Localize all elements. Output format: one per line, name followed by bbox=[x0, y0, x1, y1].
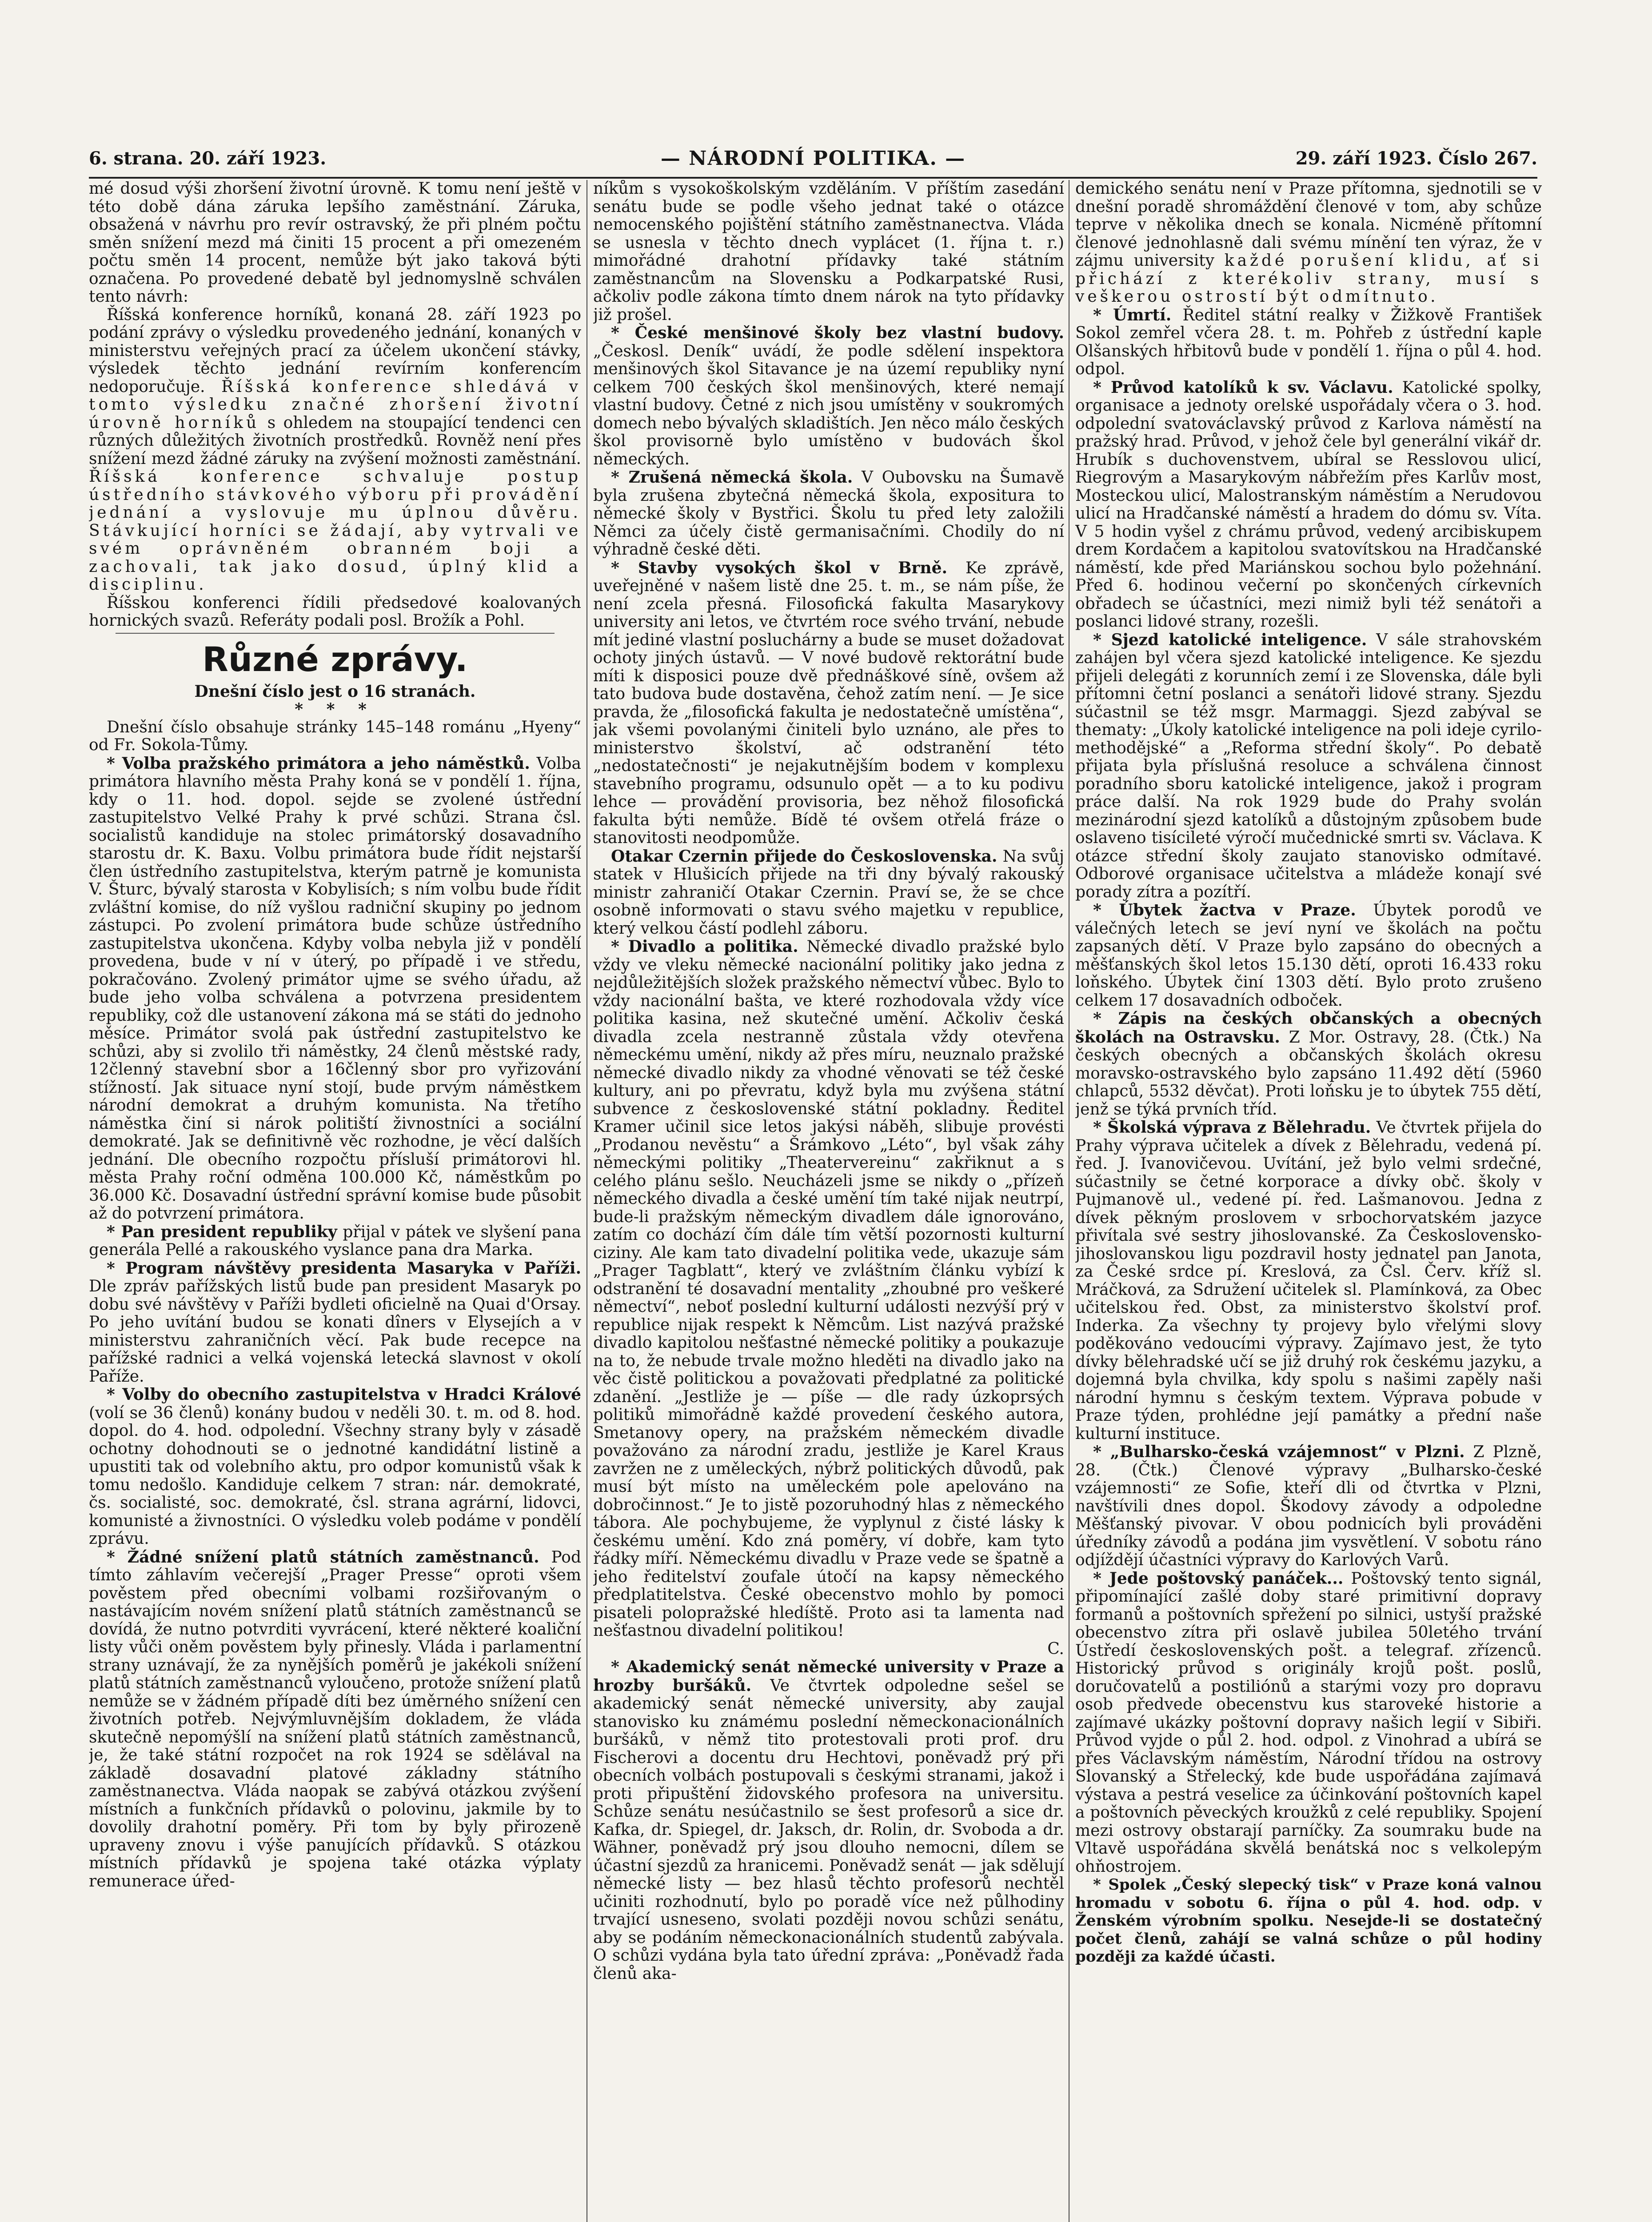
header-rule bbox=[89, 177, 1537, 179]
news-item: * Volba pražského primátora a jeho náměstků. Volba primátora hlavního města Prahy koná se v pondělí 1. října, kdy o 11. hod. dopol. sejde se zvolené ústřední zastupitelstvo Velké Prahy k prvé schůzi. Strana čsl. socialistů kandiduje na stolec primátorský dosavadního starostu dr. K. Baxu. Volbu primátora bude řídit nejstarší člen ústředního zastupitelstva, kterým patrně je komunista V. Šturc, bývalý starosta v Kobylisích; s ním volbu bude řídit zvláštní komise, do níž vyšlou radniční skupiny po jednom zástupci. Po zvolení primátora bude schůze ústředního zastupitelstva ukončena. Kdyby volba nebyla již v pondělí provedena, bude v ní v úterý, po případě i ve středu, pokračováno. Zvolený primátor ujme se svého úřadu, až bude jeho volba schválena a potvrzena presidentem republiky, což dle ustanovení zákona má se státi do jednoho měsíce. Primátor svolá pak ústřední zastupitelstvo ke schůzi, aby si zvolilo tři náměstky, 24 členů městské rady, 12členný stavební sbor a 16členný sbor pro vyřizování stížností. Jak situace nyní stojí, bude prvým náměstkem národní demokrat a druhým komunista. Na třetího náměstka činí si nárok politiští živnostníci a sociální demokraté. Jak se definitivně věc rozhodne, je věcí dalších jednání. Dle obecního rozpočtu přísluší primátorovi hl. města Prahy roční odměna 100.000 Kč, náměstkům po 36.000 Kč. Dosavadní ústřední správní komise bude působit až do potvrzení primátora. bbox=[89, 754, 581, 1223]
news-item: * „Bulharsko-česká vzájemnost“ v Plzni. Z Plzně, 28. (Čtk.) Členové výpravy „Bulharsko-české vzájemnosti“ ze Sofie, kteří dli od čtvrtka v Plzni, navštívili dnes dopol. Škodovy závody a odpoledne Měšťanský pivovar. V obou podnicích byli prováděni úředníky závodů a podána jim vysvětlení. V sobotu ráno odjíždějí účastníci výpravy do Karlových Varů. bbox=[1075, 1443, 1542, 1569]
news-item: * Stavby vysokých škol v Brně. Ke zprávě, uveřejněné v našem listě dne 25. t. m., se nám píše, že není zcela přesná. Filosofická fakulta Masarykovy university ani letos, ve čtvrtém roce svého trvání, nebude mít jediné vlastní posluchárny a bude se muset dožadovat ochoty jiných ústavů. — V nové budově rektorátní bude míti k disposici pouze dvě přednáškové síně, ovšem až tato budova bude dostavěna, čehož zatím není. — Je sice pravda, že „filosofická fakulta je nedostatečně umístěna“, jak všemi povolanými činiteli bylo uznáno, ale přes to ministerstvo školství, ač odstranění této „nedostatečnosti“ je nejakutnějším bodem v komplexu stavebního programu, odsunulo opět — a to ku podivu lehce — provádění provisoria, bez něhož filosofická fakulta býti nemůže. Bídě té ovšem otřelá fráze o stanovitosti neodpomůže. bbox=[593, 558, 1064, 847]
paragraph: Říšskou konferenci řídili předsedové koalovaných hornických svazů. Referáty podali posl. Brožík a Pohl. bbox=[89, 593, 581, 630]
news-item: * Úbytek žactva v Praze. Úbytek porodů ve válečných letech se jeví nyní ve školách na počtu zapsaných dětí. V Praze bylo zapsáno do obecných a měšťanských škol letos 15.130 dětí, oproti 16.433 roku loňského. Úbytek činí 1303 dětí. Bylo proto zrušeno celkem 17 dosavadních odboček. bbox=[1075, 901, 1542, 1010]
news-item: * Jede poštovský panáček... Poštovský tento signál, připomínající zašlé doby staré primitivní dopravy formanů a poštovních spřežení po silnici, ustyší pražské obecenstvo zítra při oslavě jubilea 50letého trvání Ústředí československých pošt. a telegraf. zřízenců. Historický průvod s originály krojů pošt. poslů, doručovatelů a postiliónů a starými vozy pro dopravu osob předvede obecenstvu kus staroveké historie a zajímavé ukázky poštovní dopravy našich legií v Sibiři. Průvod vyjde o půl 2. hod. odpol. z Vinohrad a ubírá se přes Václavským náměstím, Národní třídou na ostrovy Slovanský a Střelecký, kde bude uspořádána zajímavá výstava a pestrá veselice za účinkování poštovních kapel a poštovních pěveckých kroužků z celé republiky. Spojení mezi ostrovy obstarají parníčky. Za soumraku bude na Vltavě uspořádána skvělá benátská noc s velkolepým ohňostrojem. bbox=[1075, 1569, 1542, 1876]
news-item: * Průvod katolíků k sv. Václavu. Katolické spolky, organisace a jednoty orelské uspořádaly včera o 3. hod. odpolední svatováclavský průvod z Karlova náměstí na pražský hrad. Průvod, v jehož čele byl generální vikář dr. Hrubík s duchovenstvem, ubíral se Resslovou ulicí, Riegrovým a Masarykovým nábřežím přes Karlův most, Mosteckou ulicí, Malostranským náměstím a Nerudovou ulicí na Hradčanské náměstí a hradem do dómu sv. Víta. V 5 hodin vyšel z chrámu průvod, vedený arcibiskupem drem Kordačem a kapitolou svatovítskou na Hradčanské náměstí, kde před Mariánskou sochou bylo požehnání. Před 6. hodinou večerní po skončených církevních obřadech se účastníci, mezi nimiž byli též senátoři a poslanci lidové strany, rozešli. bbox=[1075, 378, 1542, 631]
issue-date: 29. září 1923. Číslo 267. bbox=[1295, 148, 1537, 169]
divider bbox=[116, 633, 555, 634]
news-item: * Zrušená německá škola. V Oubovsku na Šumavě byla zrušena zbytečná německá škola, expositura to německé školy v Bystřici. Školu tu před lety založili Němci za účely čistě germanisačními. Chodily do ní výhradně české děti. bbox=[593, 468, 1064, 559]
masthead bbox=[89, 143, 1537, 174]
column-1 bbox=[89, 180, 581, 2222]
paragraph: demického senátu není v Praze přítomna, sjednotili se v dnešní poradě shromáždění členové v tom, aby schůze teprve v několika dnech se konala. Nicméně přítomní členové jednohlasně dali svému mínění ten výraz, že v zájmu university každé porušení klidu, ať si přichází z kterékoliv strany, musí s veškerou ostrostí být odmítnuto. bbox=[1075, 180, 1542, 306]
news-item: * České menšinové školy bez vlastní budovy. „Českosl. Deník“ uvádí, že podle sdělení inspektora menšinových škol Sitavance je na území republiky nyní celkem 700 českých škol menšinových, které nemají vlastní budovy. Četné z nich jsou umístěny v soukromých domech nebo bývalých skladištích. Jen něco málo českých škol provisorně bylo umístěno v budovách škol německých. bbox=[593, 324, 1064, 468]
news-item: * Školská výprava z Bělehradu. Ve čtvrtek přijela do Prahy výprava učitelek a dívek z Bělehradu, vedená pí. řed. J. Ivanovičevou. Uvítání, jež bylo velmi srdečné, súčastnily se četné korporace a dívky obč. školy v Pujmanově ul., vedené pí. řed. Lašmanovou. Jedna z dívek pěkným proslovem v srbochorvatském jazyce přivítala své sestry jihoslovanské. Za Československo-jihoslovanskou ligu pozdravil hosty jednatel pan Janota, za České srdce pí. Kreslová, za Čsl. Červ. kříž sl. Mráčková, za Sdružení učitelek sl. Plamínková, za Obec učitelskou řed. Obst, za ministerstvo školství prof. Inderka. Za všechny ty projevy bylo vřelými slovy poděkováno vedoucími výpravy. Zajímavo jest, že tyto dívky bělehradské učí se již druhý rok českému jazyku, a dojemná byla chvilka, kdy spolu s našimi zapěly naši národní hymnu s českým textem. Výprava pobude v Praze týden, prohlédne její památky a přední naše kulturní instituce. bbox=[1075, 1118, 1542, 1443]
news-item: * Úmrtí. Ředitel státní realky v Žižkově František Sokol zemřel včera 28. t. m. Pohřeb z ústřední kaple Olšanských hřbitovů bude v pondělí 1. října o půl 4. hod. odpol. bbox=[1075, 305, 1542, 378]
novel-note: Dnešní číslo obsahuje stránky 145–148 románu „Hyeny“ od Fr. Sokola-Tůmy. bbox=[89, 718, 581, 754]
news-item: * Akademický senát německé university v Praze a hrozby buršáků. Ve čtvrtek odpoledne sešel se akademický senát německé university, aby zaujal stanovisko ku známému poslední německonacionálních buršáků, v němž tito protestovali proti prof. dru Fischerovi a docentu dru Hechtovi, poněvadž prý při obecních volbách postupovali s českými stranami, jakož i proti připuštění židovského profesora na universitu. Schůze senátu nesúčastnilo se šest profesorů a sice dr. Kafka, dr. Spiegel, dr. Jaksch, dr. Rolin, dr. Svoboda a dr. Wähner, poněvadž prý jsou dlouho nemocni, dílem se účastní sjezdů za hranicemi. Poněvadž senát — jak sdělují německé listy — bez hlasů těchto profesorů nechtěl učiniti rozhodnutí, bylo po poradě více než půlhodiny trvající usneseno, svolati později novou schůzi senátu, aby se podáním německonacionálních studentů zabývala. O schůzi vydána byla tato úřední zpráva: „Poněvadž řada členů aka- bbox=[593, 1658, 1064, 1983]
news-item: * Spolek „Český slepecký tisk“ v Praze koná valnou hromadu v sobotu 6. října o půl 4. hod. odp. v Ženském výrobním spolku. Nesejde-li se dostatečný počet členů, zahájí se valná schůze o půl hodiny později za každé účasti. bbox=[1075, 1876, 1542, 1966]
section-title: Různé zprávy. bbox=[202, 639, 468, 679]
author-signature: C. bbox=[1047, 1639, 1064, 1658]
news-item: * Divadlo a politika. Německé divadlo pražské bylo vždy ve vleku německé nacionální politiky jako jedna z nejdůležitějších složek pražského němectví vůbec. Bylo to vždy nacionální bašta, ve které rozhodovala vždy více politika kasina, než skutečné umění. Ačkoliv česká divadla zcela nestranně zůstala vždy otevřena německému umění, nikdy až přes míru, neuznalo pražské německé divadlo nikdy za vhodné věnovati se též české kultury, ani po převratu, když byla mu zvýšena státní subvence z československé státní pokladny. Ředitel Kramer učinil sice letos jakýsi náběh, slibuje provésti „Prodanou nevěstu“ a Šrámkovo „Léto“, byl však záhy německými politiky „Theatervereinu“ zakřiknut a s celého plánu sešlo. Neucházeli jsme se nikdy o „přízeň německého divadla a české umění tím také nijak neutrpí, bude-li pražským německým divadlem dále ignorováno, zatím co dochází čím dále tím větší pozornosti kulturní ciziny. Ale kam tato divadelní politika vede, ukazuje sám „Prager Tagblatt“, který ve zvláštním článku vybízí k odstranění té dosavadní mentality „zhoubné pro veškeré němectví“, neboť poslední kulturní události nezvýší prý v republice nijak respekt k Němcům. List nazývá pražské divadlo kapitolou nešťastné německé politiky a poukazuje na to, že nebude trvale možno hleděti na divadlo jako na věc čistě politickou a považovati předplatné za politické zdanění. „Jestliže je — píše — dle rady úzkoprsých politiků mimořádně každé provedení českého autora, Smetanovy opery, na pražském německém divadle považováno za národní zradu, jestliže je Karel Kraus zavržen ne z uměleckých, nýbrž politických důvodů, pak musí být místo na uměleckém pole apelováno na dobročinnost.“ Je to jistě pozoruhodný hlas z německého tábora. Ale pochybujeme, že vyplynul z čisté lásky k českému umění. Kdo zná poměry, ví dobře, kam tyto řádky míří. Německému divadlu v Praze vede se špatně a jeho ředitelství zoufale útočí na kapsy německého předplatitelstva. České obecenstvo mohlo by pomoci pisateli polopražské hledíště. Proto asi ta lamenta nad nešťastnou divadelní politikou! bbox=[593, 937, 1064, 1640]
issue-note: Dnešní číslo jest o 16 stranách. bbox=[194, 682, 476, 701]
news-item: * Volby do obecního zastupitelstva v Hradci Králové (volí se 36 členů) konány budou v neděli 30. t. m. od 8. hod. dopol. do 4. hod. odpolední. Všechny strany byly v zásadě ochotny dohodnouti se o jednotné kandidátní listině a upustiti tak od volebního aktu, pro odpor komunistů však k tomu nedošlo. Kandiduje celkem 7 stran: nár. demokraté, čs. socialisté, soc. demokraté, čsl. strana agrární, lidovci, komunisté a živnostníci. O výsledku voleb podáme v pondělí zprávu. bbox=[89, 1385, 581, 1548]
paragraph: mé dosud výši zhoršení životní úrovně. K tomu není ještě v této době dána záruka lepšího zaměstnání. Záruka, obsažená v návrhu pro revír ostravský, že při plném počtu směn snížení mezd má činiti 15 procent a při omezeném počtu směn 14 procent, nemůže být jako taková býti označena. Po provedené debatě byl jednomyslně schválen tento návrh: bbox=[89, 180, 581, 306]
news-item: * Program návštěvy presidenta Masaryka v Paříži. Dle zpráv pařížských listů bude pan president Masaryk po dobu své návštěvy v Paříži bydleti oficielně na Quai d'Orsay. Po jeho uvítání budou se konati dîners v Elysejích a v ministerstvu zahraničních věcí. Pak bude recepce na pařížské radnici a velká vojenská letecká slavnost v okolí Paříže. bbox=[89, 1259, 581, 1386]
page-number: 6. strana. 20. září 1923. bbox=[89, 148, 327, 169]
column-3 bbox=[1075, 180, 1542, 2222]
newspaper-title: — NÁRODNÍ POLITIKA. — bbox=[660, 147, 966, 170]
news-item: Otakar Czernin přijede do Československa. Na svůj statek v Hlušicích přijede na tři dny bývalý rakouský ministr zahraničí Otakar Czernin. Praví se, že se chce osobně informovati o stavu svého majetku v republice, který velkou částí podlehl záboru. bbox=[593, 847, 1064, 938]
paragraph: níkům s vysokoškolským vzděláním. V příštím zasedání senátu bude se podle všeho jednat také o otázce nemocenského pojištění státního zaměstnanectva. Vláda se usnesla v těchto dnech vyplácet (1. října t. r.) mimořádné drahotní přídavky také státním zaměstnancům na Slovensku a Podkarpatské Rusi, ačkoliv podle zákona tímto dnem nárok na tyto přídavky již prošel. bbox=[593, 180, 1064, 324]
news-item: * Žádné snížení platů státních zaměstnanců. Pod tímto záhlavím večerejší „Prager Presse“ oproti všem pověstem před obecními volbami rozšiřovaným o nastávajícím novém snížení platů státních zaměstnanců se dovídá, že nutno potvrditi vyvrácení, které některé koaliční listy vůči oněm pověstem byly přinesly. Vláda i parlamentní strany uznávají, že za nynějších poměrů je jakékoli snížení platů státních zaměstnanců vyloučeno, protože snížení platů nemůže se v žádném případě díti bez úměrného snížení cen životních potřeb. Nejvýmluvnějším dokladem, že vláda skutečně nepomýšlí na snížení platů státních zaměstnanců, je, že také státní rozpočet na rok 1924 se sdělával na základě dosavadní platové základny státního zaměstnanectva. Vláda naopak se zabývá otázkou zvýšení místních a funkčních přídavků o polovinu, jakmile by to dovolily drahotní poměry. Při tom by byly přirozeně upraveny znovu i výše panujících přídavků. S otázkou místních přídavků je spojena také otázka výplaty remunerace úřed- bbox=[89, 1547, 581, 1890]
news-item: * Zápis na českých občanských a obecných školách na Ostravsku. Z Mor. Ostravy, 28. (Čtk.) Na českých obecných a občanských školách okresu moravsko-ostravského bylo zapsáno 11.492 dětí (5960 chlapců, 5532 děvčat). Proti loňsku je to úbytek 755 dětí, jenž se týká prvních tříd. bbox=[1075, 1009, 1542, 1119]
news-item: * Sjezd katolické inteligence. V sále strahovském zahájen byl včera sjezd katolické inteligence. Ke sjezdu přijeli delegáti z korunních zemí i ze Slovenska, dále byli přítomni četní poslanci a senátoři lidové strany. Sjezdu súčastnil se též msgr. Marmaggi. Sjezd zabýval se thematy: „Úkoly katolické inteligence na poli ideje cyrilo-methodějské“ a „Reforma střední školy“. Po debatě přijata byla příslušná resoluce a schválena činnost poradního sboru katolické inteligence, jakož i program práce další. Na rok 1929 bude do Prahy svolán mezinárodní sjezd katolíků a důstojným způsobem bude oslaveno tisícileté výročí mučednické smrti sv. Václava. K otázce střední školy zaujato stanovisko odmítavé. Odborové organisace učitelstva a mládeže konají své porady zítra a pozítří. bbox=[1075, 630, 1542, 901]
stars-divider: * * * bbox=[295, 700, 375, 719]
resolution-paragraph: Říšská konference horníků, konaná 28. září 1923 po podání zprávy o výsledku provedeného jednání, konaných v ministerstvu veřejných prací za účelem ukončení stávky, výsledek těchto jednání revírním konferencím nedoporučuje. Říšská konference shledává v tomto výsledku značné zhoršení životní úrovně horníků s ohledem na stoupající tendenci cen různých důležitých životních prostředků. Rovněž není přes snížení mezd žádné záruky na zvýšení možnosti zaměstnání. Říšská konference schvaluje postup ústředního stávkového výboru při provádění jednání a vyslovuje mu úplnou důvěru. Stávkující horníci se žádají, aby vytrvali ve svém oprávněném obranném boji a zachovali, tak jako dosud, úplný klid a disciplinu. bbox=[89, 305, 581, 594]
column-2 bbox=[593, 180, 1064, 2222]
news-item: * Pan president republiky přijal v pátek ve slyšení pana generála Pellé a rakouského vyslance pana dra Marka. bbox=[89, 1222, 581, 1259]
